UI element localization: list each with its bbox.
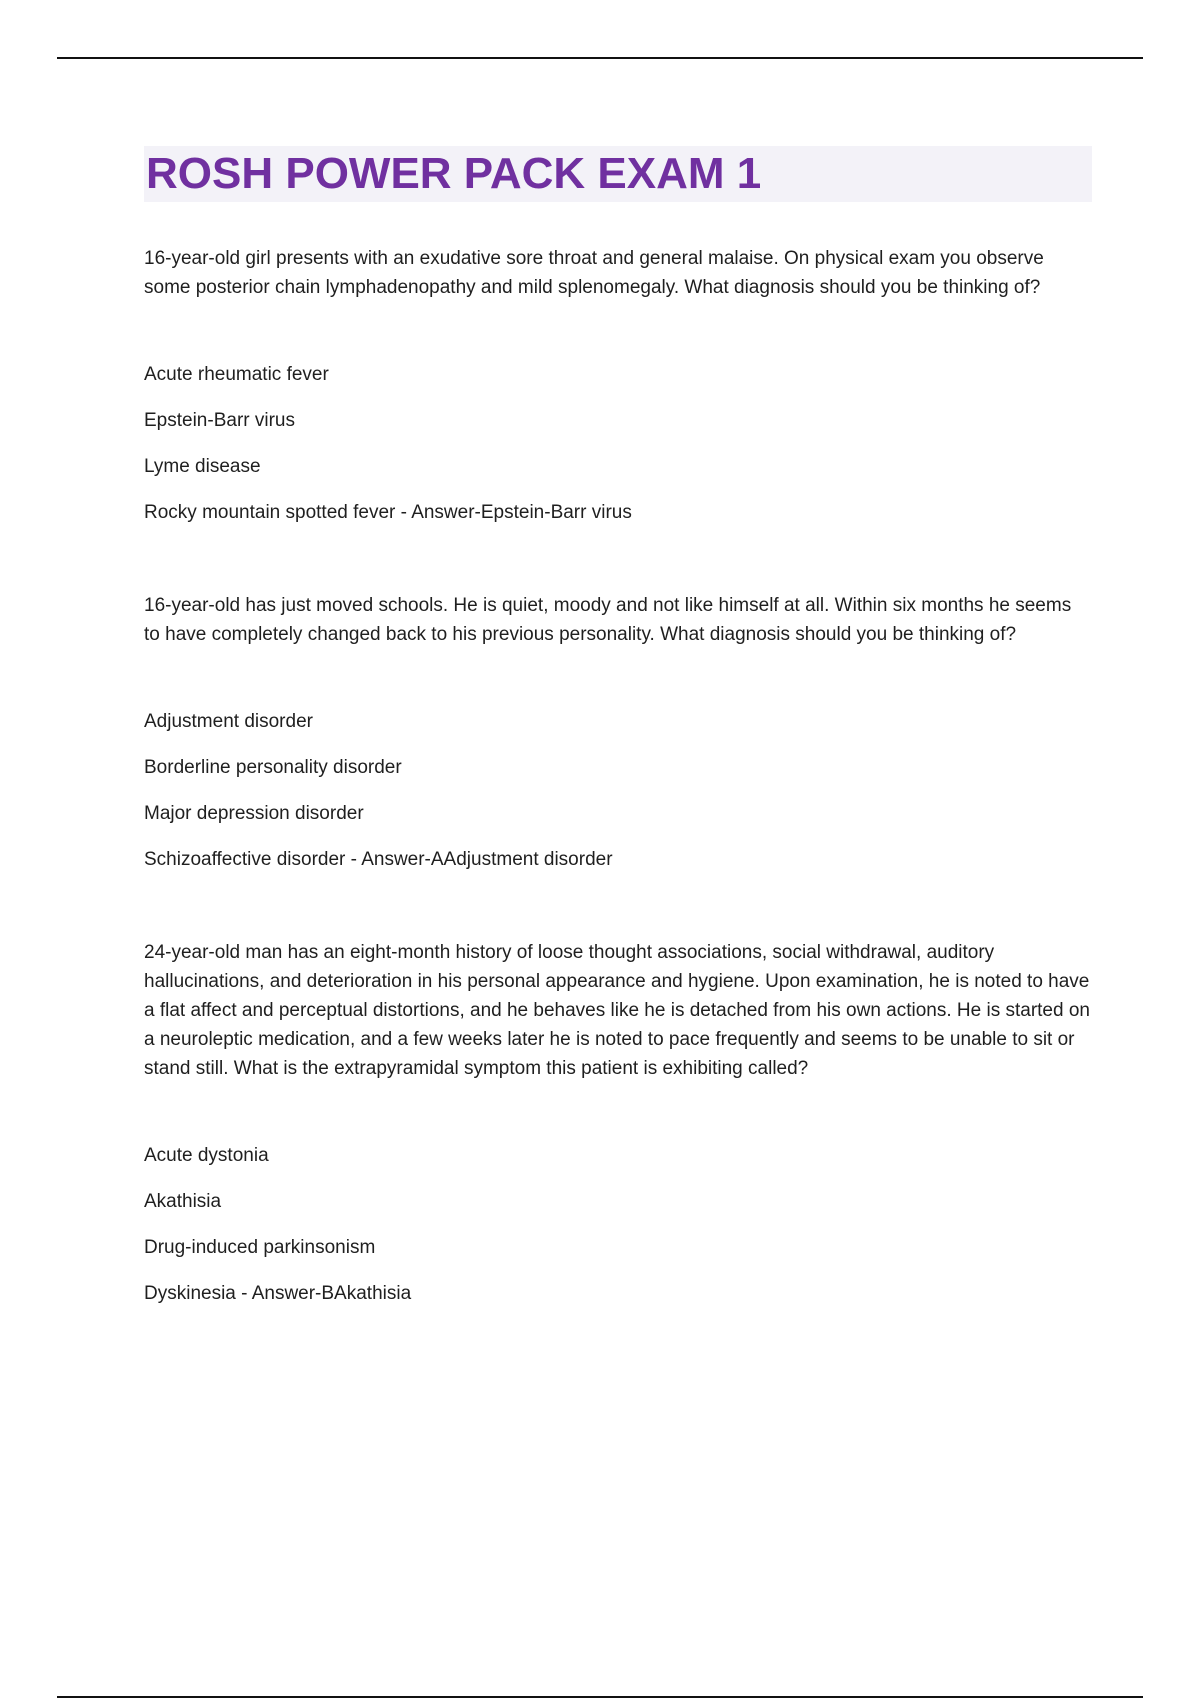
question-stem: 16-year-old has just moved schools. He is quiet, moody and not like himself at all. Within six months he seems to have completely changed back to his previous personality. What diagnosis should you be thinking of? <box>144 595 1072 645</box>
question-block <box>144 244 1092 527</box>
answer-option: Borderline personality disorder <box>144 757 402 778</box>
answer-option-with-key: Schizoaffective disorder - Answer-AAdjustment disorder <box>144 849 613 870</box>
answer-option: Lyme disease <box>144 456 261 477</box>
answer-option-with-key: Dyskinesia - Answer-BAkathisia <box>144 1283 412 1304</box>
answer-options <box>144 707 1092 874</box>
answer-options <box>144 1141 1092 1308</box>
question-block <box>144 591 1092 874</box>
question-stem: 24-year-old man has an eight-month history of loose thought associations, social withdrawal, auditory hallucinations, and deterioration in his personal appearance and hygiene. Upon examination, he is noted to have a flat affect and perceptual distortions, and he behaves like he is detached from his own actions. He is started on a neuroleptic medication, and a few weeks later he is noted to pace frequently and seems to be unable to sit or stand still. What is the extrapyramidal symptom this patient is exhibiting called? <box>144 942 1090 1079</box>
question-block <box>144 938 1092 1308</box>
answer-option: Drug-induced parkinsonism <box>144 1237 376 1258</box>
header-rule <box>57 57 1143 59</box>
title-band <box>144 146 1092 202</box>
answer-option: Adjustment disorder <box>144 711 313 732</box>
answer-option: Acute rheumatic fever <box>144 364 329 385</box>
question-stem: 16-year-old girl presents with an exudative sore throat and general malaise. On physical exam you observe some posterior chain lymphadenopathy and mild splenomegaly. What diagnosis should you be thinking of? <box>144 248 1044 298</box>
answer-option: Major depression disorder <box>144 803 364 824</box>
answer-option-with-key: Rocky mountain spotted fever - Answer-Epstein-Barr virus <box>144 502 632 523</box>
answer-option: Akathisia <box>144 1191 222 1212</box>
footer-rule <box>57 1696 1143 1698</box>
document-page <box>144 146 1092 1308</box>
document-title: ROSH POWER PACK EXAM 1 <box>146 149 762 198</box>
answer-options <box>144 360 1092 527</box>
answer-option: Acute dystonia <box>144 1145 269 1166</box>
answer-option: Epstein-Barr virus <box>144 410 295 431</box>
